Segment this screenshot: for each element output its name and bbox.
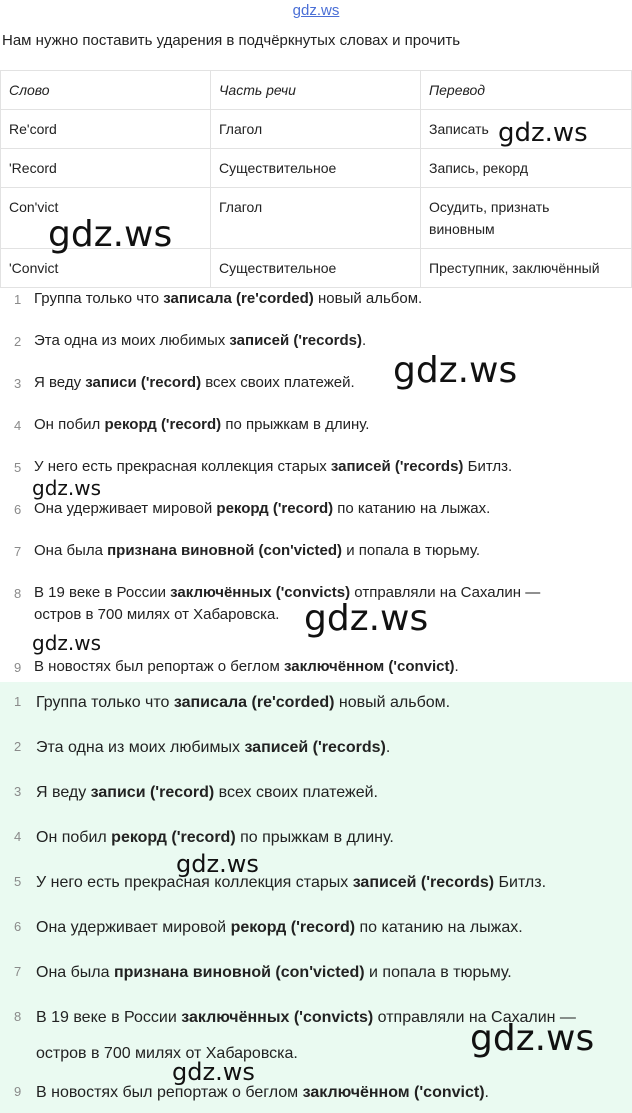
sentence-text: Я веду [34, 374, 86, 391]
accented-word: записей ('records) [229, 332, 362, 349]
accented-word: записей ('records) [352, 874, 495, 891]
sentence-text: . [454, 658, 459, 675]
list-item-number: 7 [14, 964, 22, 979]
watermark: gdz.ws [176, 850, 259, 878]
accented-word: признана виновной (con'victed) [107, 542, 343, 559]
list-item-number: 4 [14, 829, 22, 844]
accented-word: заключённом ('convict) [302, 1084, 485, 1101]
sentence-text: и попала в тюрьму. [364, 964, 512, 981]
sentence-text: В новостях был репортаж о беглом [34, 658, 284, 675]
task-intro: Нам нужно поставить ударения в подчёркнутых словах и прочить [2, 32, 461, 49]
watermark: gdz.ws [304, 598, 429, 639]
accented-word: рекорд ('record) [216, 500, 334, 517]
sentence-text: Группа только что [36, 694, 174, 711]
sentence-text: Она была [36, 964, 114, 981]
list-item-number: 8 [14, 1009, 22, 1024]
sentence-text: Эта одна из моих любимых [34, 332, 230, 349]
accented-word: записей ('records) [244, 739, 386, 756]
cell-translation: Запись, рекорд [421, 149, 632, 188]
list-item-number: 2 [14, 739, 22, 754]
list-item-text [36, 915, 523, 941]
list-item-number: 5 [14, 874, 22, 889]
list-item-text [34, 456, 512, 478]
sentence-text: Я веду [36, 784, 91, 801]
watermark: gdz.ws [32, 631, 102, 655]
sentence-text: новый альбом. [313, 290, 423, 307]
sentence-text: У него есть прекрасная коллекция старых [34, 458, 331, 475]
watermark: gdz.ws [172, 1058, 255, 1086]
list-item-number: 1 [14, 292, 22, 307]
cell-translation: Преступник, заключённый [421, 249, 632, 288]
list-item-number: 7 [14, 544, 22, 559]
cell-part: Глагол [211, 110, 421, 149]
sentence-text: Он побил [34, 416, 105, 433]
cell-translation: Записать [421, 110, 632, 149]
sentence-text: . [385, 739, 391, 756]
list-item-text [34, 582, 540, 626]
sentence-text-continued: остров в 700 милях от Хабаровска. [36, 1045, 298, 1062]
list-item-text [36, 870, 546, 896]
accented-word: записей ('records) [330, 458, 464, 475]
accented-word: рекорд ('record) [104, 416, 222, 433]
sentence-text: Эта одна из моих любимых [36, 739, 245, 756]
sentence-text: Она удерживает мировой [36, 919, 231, 936]
list-item-number: 4 [14, 418, 22, 433]
list-item-number: 3 [14, 376, 22, 391]
sentence-text: по катанию на лыжах. [333, 500, 491, 517]
list-item-text [36, 960, 512, 986]
watermark: gdz.ws [393, 350, 518, 391]
list-item-text [36, 735, 390, 761]
list-item-text [34, 498, 490, 520]
list-item-text [36, 1080, 489, 1106]
sentence-text: отправляли на Сахалин — [350, 584, 541, 601]
sentence-text: всех своих платежей. [214, 784, 378, 801]
list-item-number: 8 [14, 586, 22, 601]
sentence-text: Битлз. [463, 458, 513, 475]
cell-word: Re'cord [1, 110, 211, 149]
sentence-text: Она была [34, 542, 108, 559]
header-part-of-speech: Часть речи [211, 71, 421, 110]
sentence-text: всех своих платежей. [201, 374, 355, 391]
list-item-number: 5 [14, 460, 22, 475]
sentence-text: . [361, 332, 367, 349]
table-header-row [1, 71, 632, 110]
list-item-number: 3 [14, 784, 22, 799]
word-table [0, 70, 632, 288]
sentence-text: Он побил [36, 829, 112, 846]
sentence-text: У него есть прекрасная коллекция старых [36, 874, 353, 891]
sentence-text: . [484, 1084, 489, 1101]
list-item-text [34, 540, 480, 562]
watermark: gdz.ws [32, 476, 102, 500]
sentence-text: новый альбом. [334, 694, 451, 711]
sentence-text: Она удерживает мировой [34, 500, 217, 517]
watermark: gdz.ws [498, 118, 588, 148]
cell-part: Существительное [211, 149, 421, 188]
cell-word: Con'vict [1, 188, 211, 249]
sentence-text: по прыжкам в длину. [235, 829, 394, 846]
list-item-text [34, 372, 355, 394]
watermark: gdz.ws [48, 214, 173, 255]
accented-word: заключённых ('convicts) [170, 584, 351, 601]
accented-word: записи ('record) [90, 784, 215, 801]
accented-word: признана виновной (con'victed) [113, 964, 365, 981]
site-logo-link[interactable]: gdz.ws [292, 2, 340, 19]
list-item-text [34, 656, 459, 678]
accented-word: записала (re'corded) [163, 290, 314, 307]
sentence-text: отправляли на Сахалин — [373, 1009, 576, 1026]
sentence-text: В 19 веке в России [36, 1009, 182, 1026]
sentence-text: и попала в тюрьму. [342, 542, 481, 559]
cell-translation: Осудить, признать виновным [421, 188, 632, 249]
list-item-text [34, 330, 366, 352]
cell-part: Существительное [211, 249, 421, 288]
list-item-text [36, 825, 394, 851]
accented-word: записала (re'corded) [173, 694, 335, 711]
list-item-text [34, 414, 369, 436]
sentence-text: Группа только что [34, 290, 164, 307]
accented-word: рекорд ('record) [230, 919, 356, 936]
list-item-number: 6 [14, 919, 22, 934]
sentence-text: по прыжкам в длину. [221, 416, 370, 433]
sentence-text: В 19 веке в России [34, 584, 171, 601]
list-item-number: 1 [14, 694, 22, 709]
list-item-number: 9 [14, 660, 22, 675]
watermark: gdz.ws [470, 1018, 595, 1059]
list-item-number: 6 [14, 502, 22, 517]
accented-word: записи ('record) [85, 374, 202, 391]
list-item-number: 9 [14, 1084, 22, 1099]
cell-word: 'Record [1, 149, 211, 188]
accented-word: рекорд ('record) [111, 829, 236, 846]
accented-word: заключённых ('convicts) [181, 1009, 374, 1026]
table-row [1, 149, 632, 188]
sentence-text: В новостях был репортаж о беглом [36, 1084, 303, 1101]
accented-word: заключённом ('convict) [283, 658, 455, 675]
cell-part: Глагол [211, 188, 421, 249]
sentence-text: Битлз. [494, 874, 547, 891]
list-item-text [34, 288, 422, 310]
header-translation: Перевод [421, 71, 632, 110]
cell-word: 'Convict [1, 249, 211, 288]
list-item-text [36, 690, 450, 716]
sentence-text: по катанию на лыжах. [355, 919, 523, 936]
list-item-number: 2 [14, 334, 22, 349]
header-word: Слово [1, 71, 211, 110]
sentence-text-continued: остров в 700 милях от Хабаровска. [34, 606, 280, 623]
list-item-text [36, 780, 378, 806]
